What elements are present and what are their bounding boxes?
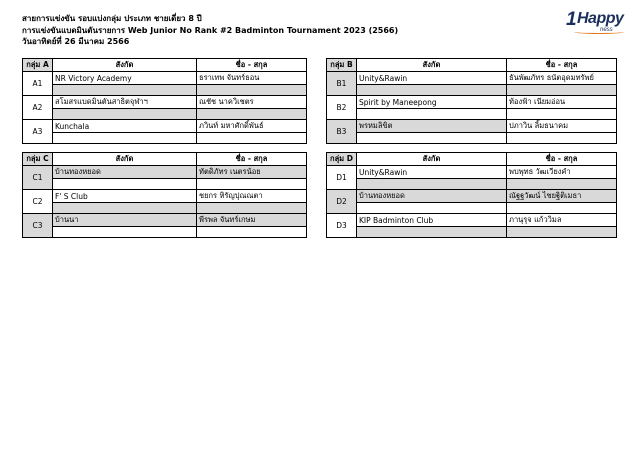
seed-label: C2	[23, 190, 53, 214]
seed-label: C3	[23, 214, 53, 238]
name-header: ชื่อ - สกุล	[197, 153, 307, 166]
club-cell: บ้านทองหยอด	[53, 166, 197, 179]
player-cell: ณัฐฐวัฒน์ ไชยฐิติเมธา	[507, 190, 617, 203]
blank-cell	[357, 133, 507, 144]
tournament-title: การแข่งขันแบดมินตันรายการ Web Junior No Rank #2 Badminton Tournament 2023 (2566)	[22, 25, 399, 35]
blank-cell	[197, 85, 307, 96]
blank-cell	[357, 85, 507, 96]
player-cell: ปภาวิน ลิ้มธนาคม	[507, 120, 617, 133]
group-title: กลุ่ม C	[23, 153, 53, 166]
player-cell: ธราเทพ จันทร์ธอน	[197, 72, 307, 85]
club-cell: บ้านนา	[53, 214, 197, 227]
logo-word: Happy	[577, 10, 624, 27]
seed-label: C1	[23, 166, 53, 190]
group-c-table	[22, 152, 307, 238]
blank-cell	[507, 109, 617, 120]
player-cell: ภานุรุจ แก้ววิมล	[507, 214, 617, 227]
blank-cell	[53, 227, 197, 238]
blank-cell	[357, 227, 507, 238]
club-cell: สโมสรแบดมินตันสาธิตจุฬาฯ	[53, 96, 197, 109]
seed-label: D3	[327, 214, 357, 238]
seed-label: A3	[23, 120, 53, 144]
seed-label: A2	[23, 96, 53, 120]
club-cell: Kunchala	[53, 120, 197, 133]
name-header: ชื่อ - สกุล	[197, 59, 307, 72]
blank-cell	[197, 203, 307, 214]
blank-cell	[507, 227, 617, 238]
group-title: กลุ่ม D	[327, 153, 357, 166]
club-cell: NR Victory Academy	[53, 72, 197, 85]
club-header: สังกัด	[357, 59, 507, 72]
player-cell: ภวินท์ มหาศักดิ์พันธ์	[197, 120, 307, 133]
seed-label: B1	[327, 72, 357, 96]
club-cell: F' S Club	[53, 190, 197, 203]
club-cell: พรหมลิขิต	[357, 120, 507, 133]
player-cell: ธันพัฒภัทร ธนัตอุดมทรัพย์	[507, 72, 617, 85]
blank-cell	[357, 203, 507, 214]
logo-number: 1	[566, 9, 577, 30]
seed-label: B2	[327, 96, 357, 120]
group-b-table	[326, 58, 617, 144]
blank-cell	[507, 179, 617, 190]
club-header: สังกัด	[53, 153, 197, 166]
seed-label: A1	[23, 72, 53, 96]
club-cell: Unity&Rawin	[357, 166, 507, 179]
blank-cell	[507, 203, 617, 214]
blank-cell	[53, 179, 197, 190]
blank-cell	[357, 109, 507, 120]
name-header: ชื่อ - สกุล	[507, 59, 617, 72]
group-d-table	[326, 152, 617, 238]
blank-cell	[197, 109, 307, 120]
seed-label: B3	[327, 120, 357, 144]
player-cell: ท้องฟ้า เนียมอ่อน	[507, 96, 617, 109]
blank-cell	[507, 133, 617, 144]
player-cell: ชยกร หิรัญปุณณตา	[197, 190, 307, 203]
group-a-table	[22, 58, 307, 144]
seed-label: D2	[327, 190, 357, 214]
seed-label: D1	[327, 166, 357, 190]
group-title: กลุ่ม B	[327, 59, 357, 72]
event-date: วันอาทิตย์ที่ 26 มีนาคม 2566	[22, 37, 130, 46]
blank-cell	[197, 133, 307, 144]
blank-cell	[53, 109, 197, 120]
event-title: สายการแข่งขัน รอบแบ่งกลุ่ม ประเภท ชายเดี่ยว 8 ปี	[22, 14, 202, 23]
blank-cell	[197, 227, 307, 238]
blank-cell	[53, 203, 197, 214]
club-cell: KIP Badminton Club	[357, 214, 507, 227]
club-header: สังกัด	[53, 59, 197, 72]
blank-cell	[507, 85, 617, 96]
logo-suffix: ness	[600, 27, 613, 33]
name-header: ชื่อ - สกุล	[507, 153, 617, 166]
blank-cell	[53, 85, 197, 96]
club-cell: บ้านทองหยอด	[357, 190, 507, 203]
player-cell: พีรพล จันทร์เกษม	[197, 214, 307, 227]
club-cell: Unity&Rawin	[357, 72, 507, 85]
player-cell: พบพุทธ วัฒเวียงคำ	[507, 166, 617, 179]
blank-cell	[197, 179, 307, 190]
group-title: กลุ่ม A	[23, 59, 53, 72]
blank-cell	[357, 179, 507, 190]
club-header: สังกัด	[357, 153, 507, 166]
club-cell: Spirit by Maneepong	[357, 96, 507, 109]
document-header	[22, 13, 398, 48]
happyness-logo	[566, 9, 626, 37]
player-cell: ณชัช นาควิเชตร	[197, 96, 307, 109]
logo-swoosh	[574, 30, 624, 34]
player-cell: ทัตดิภัทร เนตรน้อย	[197, 166, 307, 179]
blank-cell	[53, 133, 197, 144]
